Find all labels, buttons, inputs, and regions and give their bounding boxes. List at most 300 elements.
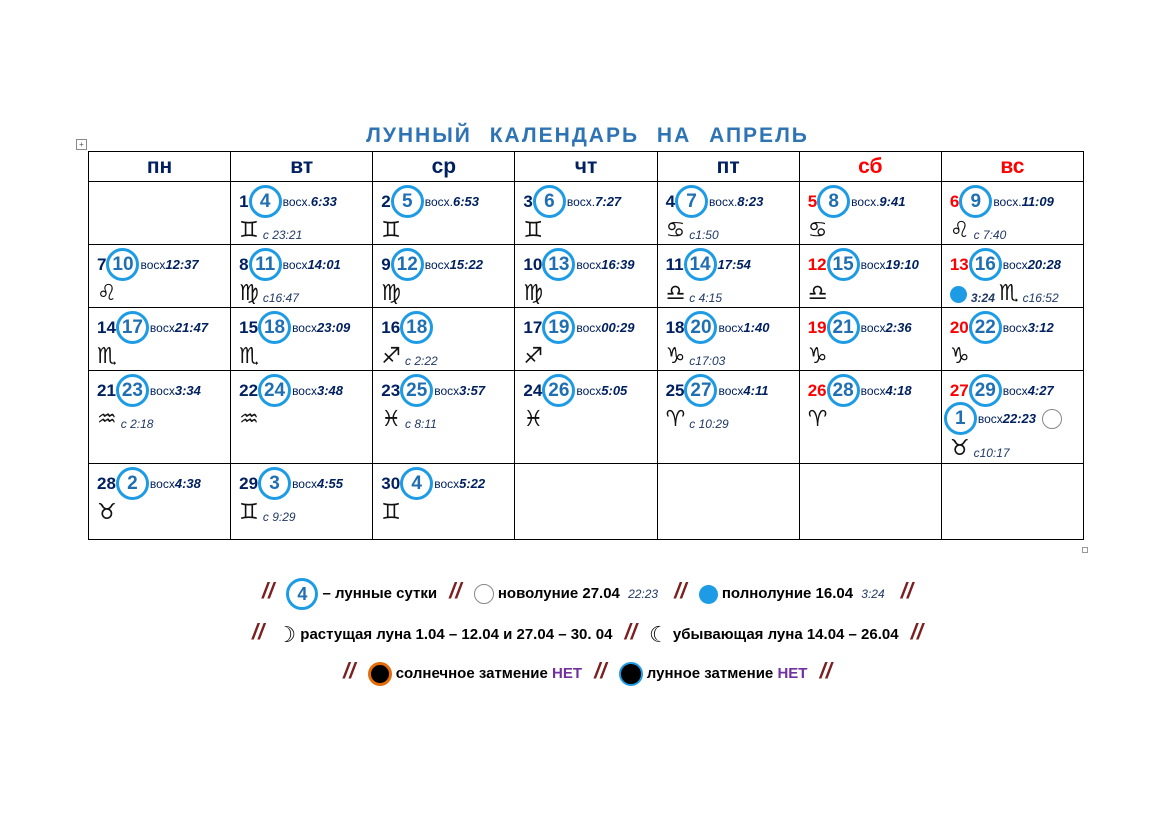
lunar-day-circle: 25 [400,374,433,407]
moonrise-time [718,320,769,335]
moonrise-time [709,194,763,209]
moonrise-value: 11:09 [1021,194,1054,209]
day-line [808,248,919,281]
lunar-day-circle: 9 [959,185,992,218]
moonrise-time [851,194,905,209]
sign-line [950,345,970,369]
sign-line [523,219,543,243]
day-line [239,374,343,407]
legend-separator: // [594,658,607,683]
calendar-day-cell [515,371,657,464]
moonrise-value: 7:27 [595,194,622,209]
day-number: 21 [97,380,116,400]
sign-line [97,408,153,432]
weekday-tue: вт [231,152,373,182]
moonrise-prefix: восх. [566,195,596,209]
moonrise-prefix: восх. [282,195,311,209]
calendar-week-row [89,371,1084,464]
zodiac-entry-time: с16:52 [1022,291,1059,305]
zodiac-sign-icon: ♍ [523,281,544,306]
calendar-week-row [89,464,1084,540]
full-moon-icon [950,286,967,303]
day-line [950,185,1054,218]
calendar-day-cell [373,464,515,540]
zodiac-sign-icon: ♊ [239,500,259,525]
moonrise-value: 4:11 [743,383,769,398]
day-number: 15 [239,317,259,337]
day-number: 4 [665,191,676,211]
day-number: 3 [523,191,533,211]
lunar-day-circle-icon: 4 [286,578,318,610]
zodiac-sign-icon: ♐ [523,344,544,369]
moonrise-prefix: восх [977,412,1003,426]
day-line [239,185,337,218]
full-moon-icon [699,585,718,604]
calendar-empty-cell [515,464,657,540]
lunar-day-circle: 29 [969,374,1002,407]
weekday-fri: пт [657,152,799,182]
day-number: 17 [523,317,543,337]
day-line [97,248,199,281]
legend-solar-eclipse-label: солнечное затмение [395,665,548,682]
calendar-day-cell [941,371,1083,464]
zodiac-sign-icon: ♉ [97,500,117,525]
calendar-day-cell [515,308,657,371]
day-number: 26 [807,380,827,400]
calendar-day-cell [373,182,515,245]
day-line [381,374,485,407]
legend-waxing-label: растущая луна 1.04 – 12.04 и 27.04 – 30. 04 [300,626,613,643]
moonrise-prefix: восх [292,477,317,491]
sign-line [97,282,117,306]
lunar-day-circle: 13 [542,248,575,281]
day-number: 16 [381,317,401,337]
day-number: 13 [949,254,969,274]
legend-separator: // [261,578,275,603]
zodiac-sign-icon: ♋ [807,218,828,243]
moonrise-time [434,476,485,491]
weekday-thu: чт [515,152,657,182]
moonrise-time [861,257,919,272]
zodiac-sign-icon: ♒ [97,407,117,432]
sign-line [381,219,401,243]
lunar-day-circle: 11 [249,248,282,281]
lunar-day-circle: 8 [817,185,850,218]
lunar-day-circle: 6 [533,185,566,218]
moonrise-value: 9:41 [879,194,906,209]
moonrise-prefix: восх [1002,321,1028,335]
moonrise-value: 15:22 [449,257,483,272]
sign-line [381,282,401,306]
moonrise-prefix: восх [718,321,744,335]
zodiac-entry-time: с17:03 [689,354,726,368]
legend-row-1 [0,578,1175,610]
moonrise-value: 21:47 [174,320,209,335]
zodiac-sign-icon: ♏ [239,344,259,369]
moonrise-value: 16:39 [601,257,635,272]
sign-line [239,282,299,306]
day-number: 20 [949,317,969,337]
calendar-table [88,151,1084,540]
day-number: 2 [381,191,391,211]
lunar-eclipse-icon [619,662,643,686]
lunar-day-circle: 5 [391,185,424,218]
moonrise-time [1003,383,1054,398]
sign-line [239,345,259,369]
moonrise-value: 3:34 [174,383,201,398]
calendar-day-cell [657,308,799,371]
moonrise-time [150,476,201,491]
legend-separator: // [251,619,265,644]
sign-line [239,501,295,525]
sign-line [381,501,401,525]
day-line [97,311,208,344]
day-number: 27 [949,380,969,400]
day-line [666,311,770,344]
day-line [381,311,434,344]
calendar-day-cell [231,371,373,464]
day-line [666,248,751,281]
lunar-day-circle: 4 [400,467,433,500]
lunar-day-circle: 4 [249,185,282,218]
legend-separator: // [819,658,832,683]
day-line [97,467,201,500]
calendar-day-cell [515,245,657,308]
moonrise-time [292,476,343,491]
zodiac-sign-icon: ♑ [665,344,686,369]
moonrise-value: 4:18 [885,383,912,398]
sign-line [239,408,259,432]
calendar-day-cell [515,182,657,245]
lunar-day-circle: 23 [116,374,149,407]
legend-separator: // [449,578,462,603]
moonrise-prefix: восх. [993,195,1022,209]
sign-line [97,501,117,525]
legend-row-3 [0,658,1175,686]
moonrise-value: 1:40 [743,320,770,335]
zodiac-sign-icon: ♐ [381,344,402,369]
zodiac-sign-icon: ♎ [807,281,828,306]
day-number: 14 [97,317,116,337]
legend-separator: // [900,578,914,603]
day-line [666,185,764,218]
moonrise-value: 4:38 [174,476,201,491]
calendar-day-cell [941,308,1083,371]
moonrise-time [567,194,621,209]
moonrise-time [425,257,483,272]
lunar-day-circle: 17 [116,311,149,344]
moonrise-value: 12:37 [165,257,199,272]
moonrise-time [978,411,1036,426]
calendar-week-row [89,308,1084,371]
calendar-week-row [89,245,1084,308]
lunar-day-circle: 22 [969,311,1002,344]
sign-line [666,219,719,243]
day-line [239,467,343,500]
weekday-mon: пн [89,152,231,182]
day-line [523,311,634,344]
calendar-day-cell [799,371,941,464]
day-number: 22 [239,380,259,400]
day-number: 25 [665,380,685,400]
calendar-day-cell [89,308,231,371]
moonrise-time [283,257,341,272]
sign-line [97,345,117,369]
day-number: 10 [523,254,543,274]
calendar-day-cell [231,182,373,245]
moonrise-time [576,257,634,272]
zodiac-sign-icon: ♊ [239,218,259,243]
moonrise-prefix: восх [149,321,175,335]
moonrise-value: 2:36 [885,320,912,335]
new-moon-icon [1042,409,1062,429]
moonrise-prefix: восх [149,477,175,491]
moonrise-time [292,383,343,398]
sign-line [808,345,828,369]
day-number: 19 [807,317,827,337]
moonrise-prefix: восх [292,384,317,398]
calendar-day-cell [657,371,799,464]
sign-line [950,219,1006,243]
legend-new-moon-label: новолуние 27.04 [497,585,620,602]
moonrise-value: 8:23 [737,194,764,209]
day-number: 24 [523,380,543,400]
lunar-day-circle: 20 [684,311,717,344]
day-line [950,248,1061,281]
lunar-day-circle: 27 [684,374,717,407]
moonrise-value: 22:23 [1002,411,1037,426]
day-line [381,248,483,281]
legend-separator: // [624,619,637,644]
moonrise-value: 20:28 [1027,257,1061,272]
lunar-day-circle: 18 [258,311,291,344]
day-line [808,374,912,407]
lunar-day-circle: 24 [258,374,291,407]
moonrise-time [718,257,751,272]
legend-separator: // [674,578,687,603]
day-line [808,185,906,218]
calendar-day-cell [373,245,515,308]
legend-lunar-eclipse-label: лунное затмение [646,665,774,682]
moonrise-value: 6:33 [310,194,337,209]
zodiac-sign-icon: ♉ [949,436,970,461]
lunar-day-circle: 16 [969,248,1002,281]
day-line [523,374,627,407]
day-number: 29 [239,473,259,493]
zodiac-sign-icon: ♏ [998,281,1019,306]
calendar-day-cell [799,308,941,371]
lunar-day-circle: 26 [542,374,575,407]
day-number: 9 [381,254,391,274]
waxing-moon-icon: ☽ [276,622,297,648]
new-lunar-day-line [944,402,1062,435]
lunar-day-circle: 28 [827,374,860,407]
calendar-empty-cell [89,182,231,245]
zodiac-sign-icon: ♊ [381,218,402,243]
weekday-sun: вс [941,152,1083,182]
lunar-day-circle: 7 [675,185,708,218]
zodiac-entry-time: с 2:18 [120,417,154,431]
moonrise-time [576,320,634,335]
day-number: 30 [381,473,401,493]
moonrise-time [150,320,208,335]
legend-row-2 [0,619,1175,648]
moonrise-prefix: восх [1002,384,1028,398]
moonrise-prefix: восх [292,321,317,335]
moonrise-value: 4:55 [316,476,344,491]
legend-lunar-eclipse-value: НЕТ [777,665,808,682]
calendar-day-cell [373,371,515,464]
moonrise-prefix: восх. [851,195,880,209]
zodiac-entry-time: с 10:29 [689,417,729,431]
day-line [381,467,485,500]
moonrise-value: 23:09 [316,320,351,335]
day-line [666,374,769,407]
zodiac-sign-icon: ♈ [807,407,828,432]
calendar-day-cell [657,245,799,308]
moonrise-prefix: восх [576,384,602,398]
zodiac-sign-icon: ♊ [381,500,402,525]
moonrise-time [434,383,485,398]
calendar-day-cell [89,371,231,464]
zodiac-sign-icon: ♍ [381,281,402,306]
zodiac-entry-time: с16:47 [262,291,299,305]
lunar-day-circle: 15 [827,248,860,281]
calendar-day-cell [799,245,941,308]
calendar-day-cell [89,245,231,308]
day-number: 18 [665,317,685,337]
zodiac-sign-icon: ♓ [381,407,402,432]
weekday-header-row [89,152,1084,182]
table-resize-handle[interactable] [1082,547,1088,553]
legend-lunar-days-label: – лунные сутки [322,585,438,602]
sign-line [239,219,302,243]
legend-separator: // [343,658,356,683]
lunar-day-circle: 1 [944,402,977,435]
lunar-day-circle: 14 [684,248,717,281]
moonrise-time [1003,320,1054,335]
day-number: 8 [239,254,249,274]
moonrise-prefix: восх [576,321,602,335]
zodiac-entry-time: с1:50 [689,228,719,242]
moonrise-time [150,383,201,398]
sign-line [666,408,729,432]
zodiac-sign-icon: ♏ [97,344,117,369]
zodiac-sign-icon: ♑ [807,344,828,369]
sign-line [666,345,726,369]
legend-full-moon-time: 3:24 [861,587,885,601]
lunar-day-circle: 10 [106,248,139,281]
moonrise-prefix: восх [282,258,308,272]
calendar-day-cell [941,245,1083,308]
zodiac-sign-icon: ♒ [239,407,259,432]
table-move-handle[interactable]: + [76,139,87,150]
calendar-day-cell [231,464,373,540]
legend-waning-label: убывающая луна 14.04 – 26.04 [672,626,899,643]
moonrise-value: 14:01 [307,257,341,272]
moonrise-prefix: восх. [709,195,738,209]
moonrise-prefix: восх [860,384,886,398]
zodiac-sign-icon: ♈ [665,407,686,432]
sign-line [381,345,437,369]
moonrise-time [283,194,337,209]
calendar-empty-cell [941,464,1083,540]
zodiac-sign-icon: ♍ [239,281,259,306]
calendar-day-cell [799,182,941,245]
day-line [239,311,350,344]
weekday-wed: ср [373,152,515,182]
moonrise-time [140,257,198,272]
moonrise-prefix: восх. [424,195,453,209]
weekday-sat: сб [799,152,941,182]
sign-line [523,345,543,369]
calendar-empty-cell [799,464,941,540]
sign-line [808,408,828,432]
zodiac-sign-icon: ♌ [949,218,970,243]
zodiac-entry-time: с 4:15 [689,291,722,305]
zodiac-entry-time: с 2:22 [405,354,438,368]
calendar-day-cell [373,308,515,371]
zodiac-entry-time: с 23:21 [262,228,303,242]
day-line [808,311,912,344]
moonrise-time [993,194,1054,209]
waning-moon-icon: ☾ [649,622,669,648]
moonrise-prefix: восх [434,384,460,398]
zodiac-entry-time: с 7:40 [973,228,1007,242]
calendar-day-cell [231,308,373,371]
moonrise-value: 4:27 [1027,383,1054,398]
sign-line [950,282,1059,306]
moonrise-time [425,194,479,209]
moonrise-value: 3:57 [459,383,486,398]
moonrise-time [576,383,627,398]
moonrise-time [718,383,768,398]
page-title: ЛУННЫЙ КАЛЕНДАРЬ НА АПРЕЛЬ [366,124,809,147]
day-number: 28 [97,473,116,493]
lunar-day-circle: 19 [542,311,575,344]
moonrise-prefix: восх [140,258,166,272]
day-number: 23 [381,380,401,400]
moonrise-prefix: восх [434,477,460,491]
day-number: 7 [97,254,107,274]
calendar-empty-cell [657,464,799,540]
sign-line [950,437,1010,461]
sign-line [381,408,437,432]
moonrise-value: 5:05 [601,383,628,398]
day-line [97,374,201,407]
moonrise-time [292,320,350,335]
zodiac-entry-time: с 8:11 [405,417,437,431]
full-moon-time: 3:24 [970,291,995,305]
calendar-week-row [89,182,1084,245]
moonrise-time [861,320,912,335]
solar-eclipse-icon [368,662,392,686]
zodiac-sign-icon: ♋ [665,218,686,243]
moonrise-prefix: восх [576,258,602,272]
moonrise-value: 19:10 [885,257,919,272]
day-line [523,185,621,218]
new-moon-icon [474,584,494,604]
moonrise-value: 5:22 [459,476,486,491]
day-number: 12 [807,254,827,274]
zodiac-entry-time: с10:17 [973,446,1010,460]
legend-separator: // [910,619,924,644]
calendar-day-cell [941,182,1083,245]
day-number: 6 [949,191,960,211]
day-line [381,185,479,218]
moonrise-prefix: восх [718,384,744,398]
moonrise-prefix: восх [860,321,886,335]
